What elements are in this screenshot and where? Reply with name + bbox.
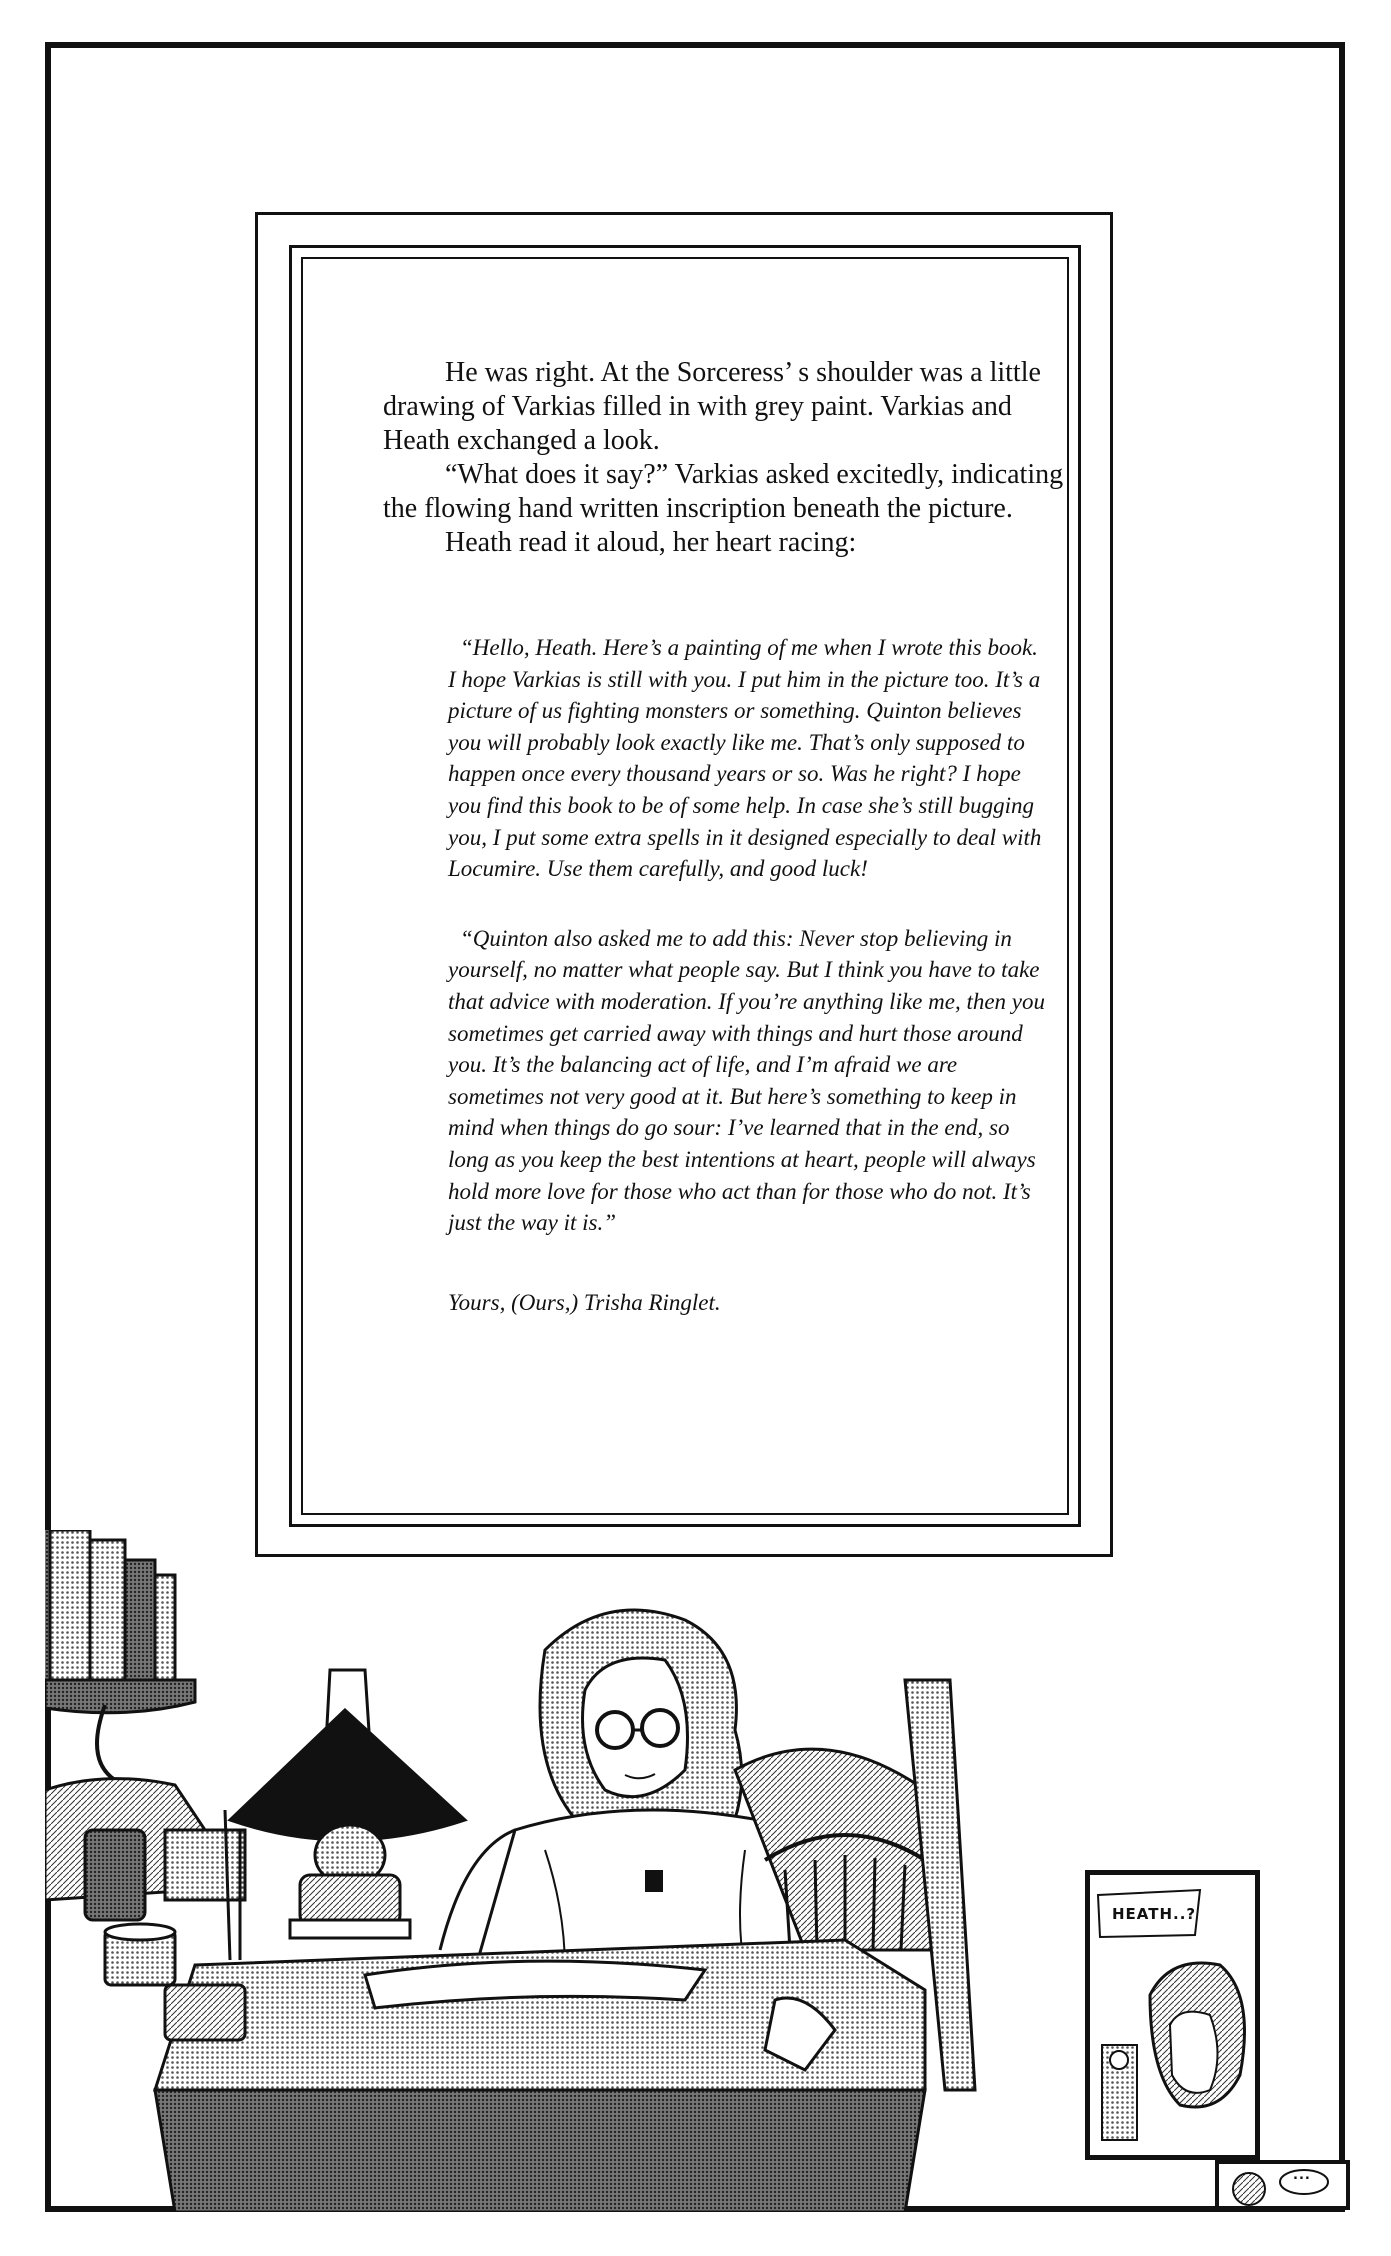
speech-bubble-heath: HEATH..? [1112, 1905, 1197, 1923]
letter-text [448, 632, 1048, 1318]
desk-clutter [45, 1779, 245, 1985]
narration-paragraph: He was right. At the Sorceress’ s shoulder was a little drawing of Varkias filled in with grey paint. Varkias and Heath exchanged a look. [383, 357, 1041, 456]
letter-signoff: Yours, (Ours,) Trisha Ringlet. [448, 1289, 721, 1315]
inset-panel-heath [1085, 1870, 1260, 2160]
desk-illustration [45, 1530, 1345, 2212]
narration-paragraph: Heath read it aloud, her heart racing: [445, 527, 857, 558]
narration-text [383, 356, 1083, 560]
inset-panel-small [1215, 2160, 1350, 2210]
speech-bubble-ellipsis: ... [1293, 2168, 1311, 2183]
small-face-drawing [1219, 2164, 1346, 2206]
narration-paragraph: “What does it say?” Varkias asked excitedly, indicating the flowing hand written inscription beneath the picture. [383, 459, 1064, 524]
letter-paragraph: “Quinton also asked me to add this: Never stop believing in yourself, no matter what people say. But I think you have to take that advice with moderation. If you’re anything like me, then you sometimes get carried away with things and hurt those around you. It’s the balancing act of life, and I’m afraid we are sometimes not very good at it. But here’s something to keep in mind when things do go sour: I’ve learned that in the end, so long as you keep the best intentions at heart, people will always hold more love for those who act than for those who do not. It’s just the way it is.” [448, 925, 1046, 1236]
writing-desk [155, 1940, 925, 2212]
letter-paragraph: “Hello, Heath. Here’s a painting of me when I wrote this book. I hope Varkias is still with you. I put him in the picture too. It’s a picture of us fighting monsters or something. Quinton believes you will probably look exactly like me. That’s only supposed to happen once every thousand years or so. Was he right? I hope you find this book to be of some help. In case she’s still bugging you, I put some extra spells in it designed especially to deal with Locumire. Use them carefully, and good luck! [448, 635, 1042, 882]
desk-lamp [230, 1670, 465, 1938]
bookshelf [45, 1530, 195, 1780]
